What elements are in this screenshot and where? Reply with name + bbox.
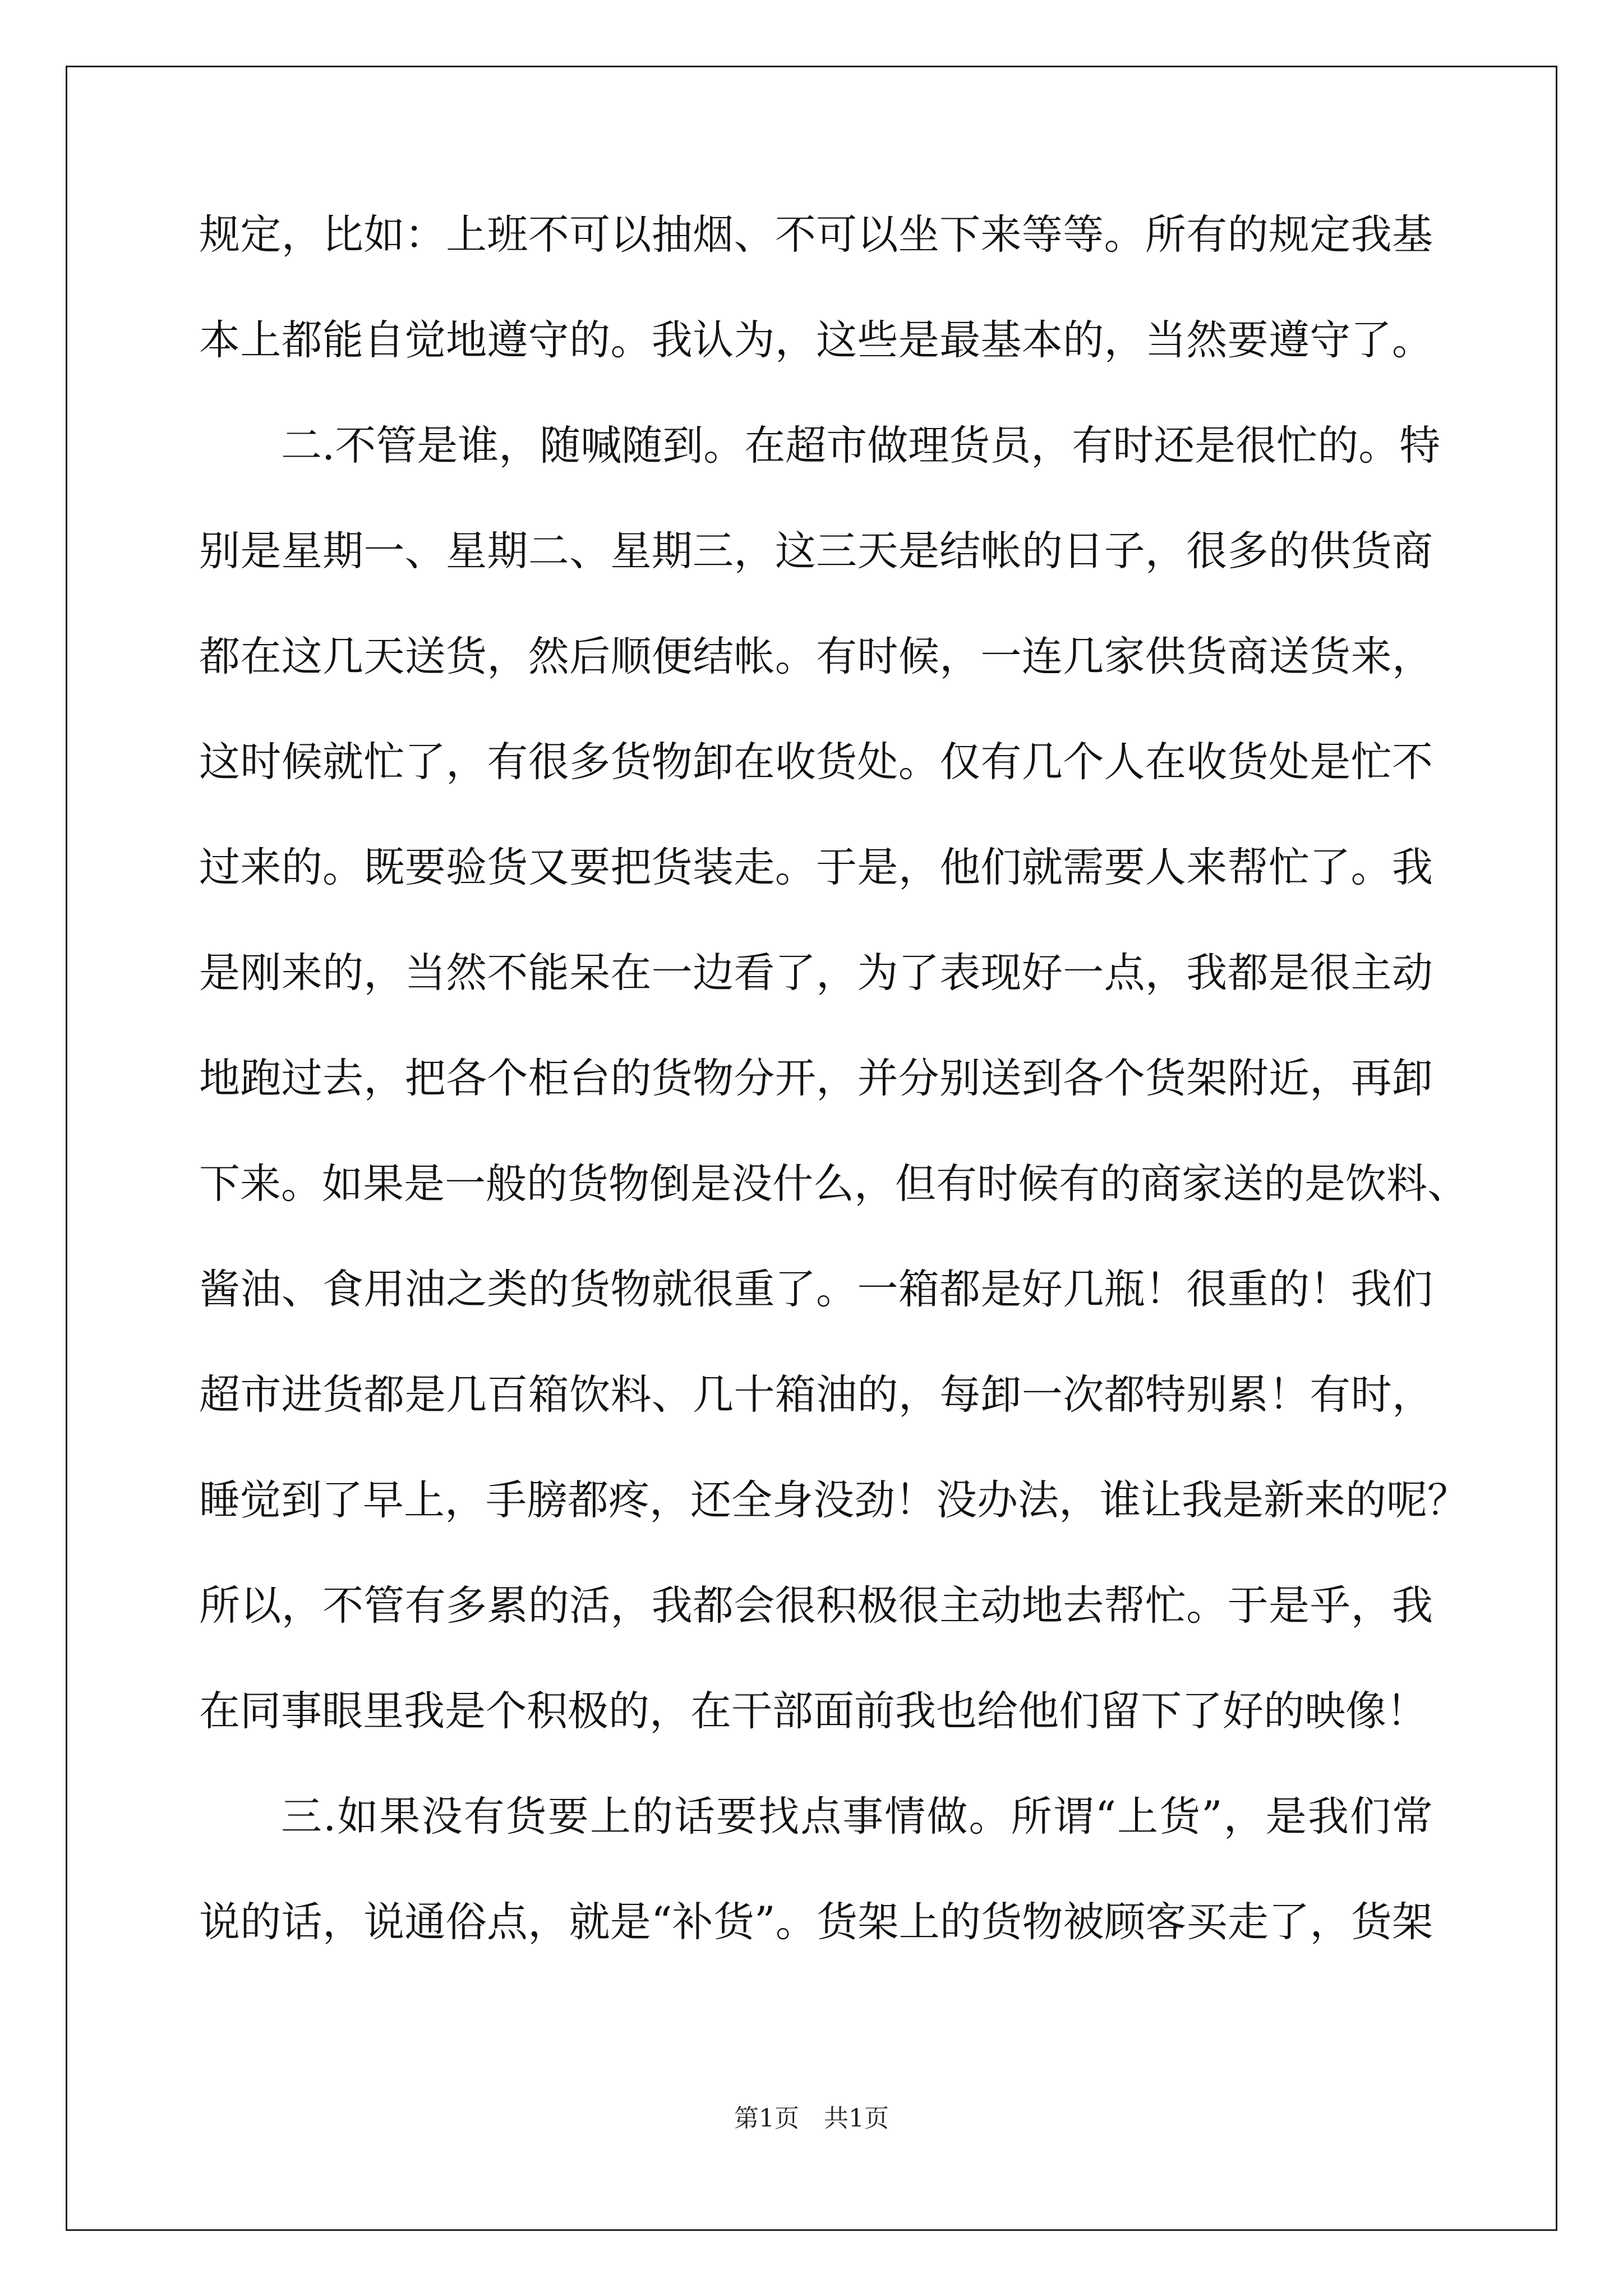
text-line: 地跑过去，把各个柜台的货物分开，并分别送到各个货架附近，再卸 <box>199 1055 1433 1102</box>
text-line: 在同事眼里我是个积极的，在干部面前我也给他们留下了好的映像！ <box>199 1687 1427 1735</box>
text-line: 超市进货都是几百箱饮料、几十箱油的，每卸一次都特别累！有时， <box>199 1371 1433 1419</box>
paragraph-start-line: 三.如果没有货要上的话要找点事情做。所谓“上货”，是我们常 <box>281 1793 1433 1841</box>
paragraph-start-line: 二.不管是谁，随喊随到。在超市做理货员，有时还是很忙的。特 <box>281 422 1441 470</box>
text-line: 睡觉到了早上，手膀都疼，还全身没劲！没办法，谁让我是新来的呢？ <box>199 1476 1468 1524</box>
text-line: 过来的。既要验货又要把货装走。于是，他们就需要人来帮忙了。我 <box>199 844 1433 891</box>
text-line: 别是星期一、星期二、星期三，这三天是结帐的日子，很多的供货商 <box>199 527 1433 575</box>
text-line: 说的话，说通俗点，就是“补货”。货架上的货物被顾客买走了，货架 <box>199 1898 1433 1946</box>
page-number-footer: 第1页 共1页 <box>734 2104 889 2133</box>
text-line: 所以，不管有多累的活，我都会很积极很主动地去帮忙。于是乎，我 <box>199 1582 1433 1630</box>
text-line: 下来。如果是一般的货物倒是没什么，但有时候有的商家送的是饮料、 <box>199 1160 1468 1208</box>
text-line: 规定，比如：上班不可以抽烟、不可以坐下来等等。所有的规定我基 <box>199 211 1433 259</box>
text-line: 都在这几天送货，然后顺便结帐。有时候，一连几家供货商送货来， <box>199 633 1433 680</box>
text-line: 本上都能自觉地遵守的。我认为，这些是最基本的，当然要遵守了。 <box>199 316 1433 364</box>
document-body <box>199 211 1468 2007</box>
text-line: 酱油、食用油之类的货物就很重了。一箱都是好几瓶！很重的！我们 <box>199 1266 1433 1313</box>
text-line: 是刚来的，当然不能呆在一边看了，为了表现好一点，我都是很主动 <box>199 949 1433 997</box>
text-line: 这时候就忙了，有很多货物卸在收货处。仅有几个人在收货处是忙不 <box>199 738 1433 786</box>
